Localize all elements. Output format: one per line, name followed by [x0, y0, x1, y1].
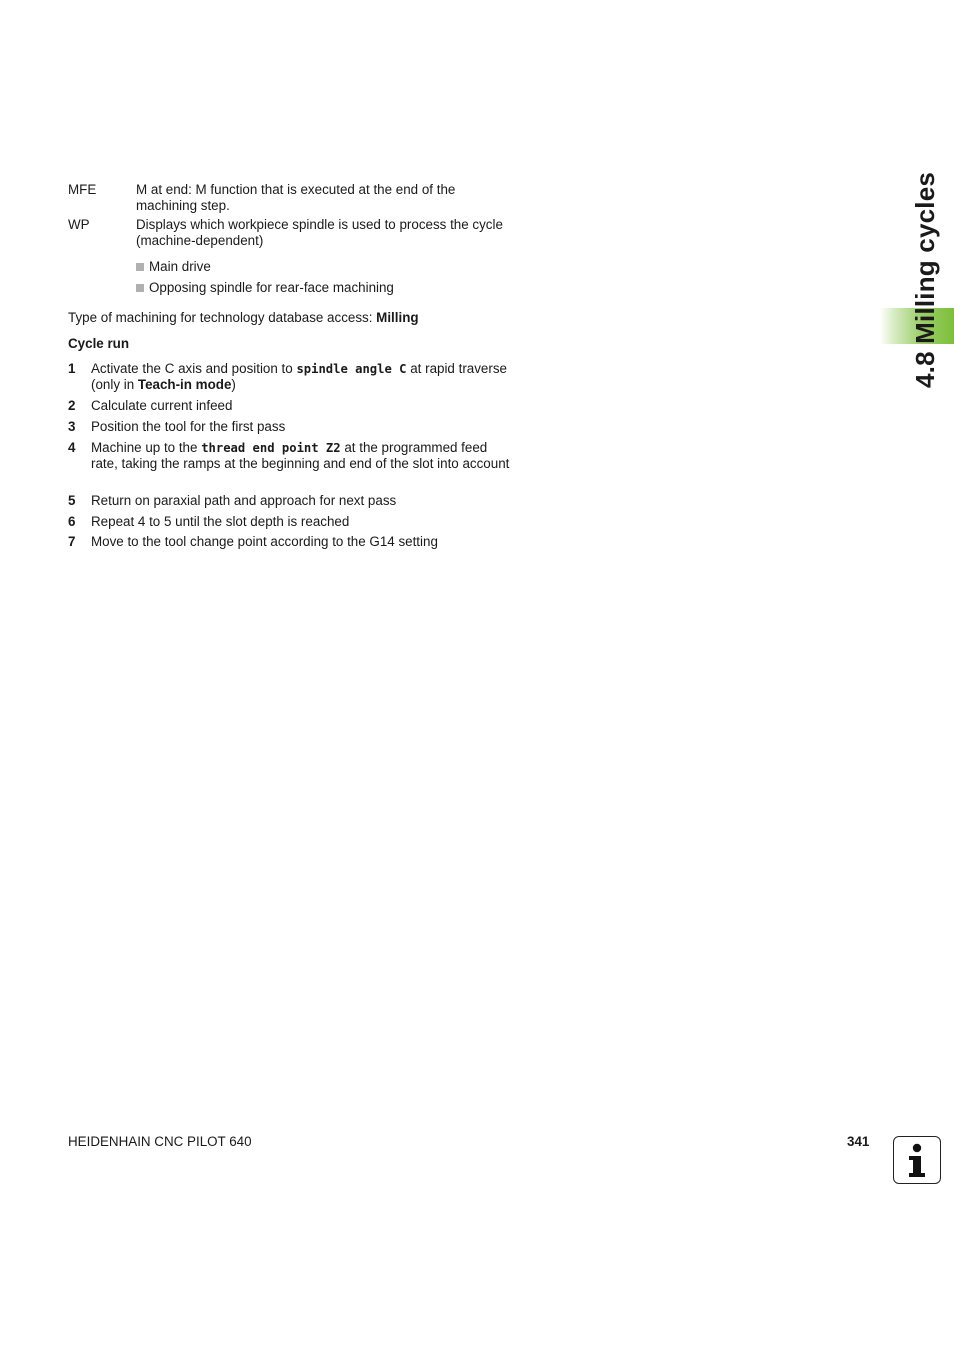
step-number: 6 — [68, 514, 76, 529]
step-number: 1 — [68, 361, 76, 376]
bullet-square-icon — [136, 263, 144, 271]
step-text: Machine up to the thread end point Z2 at the programmed feed rate, taking the ramps at the beginning and end of the slot into account — [91, 440, 510, 471]
chapter-side-title: 4.8 Milling cycles — [910, 171, 940, 388]
info-glyph-icon — [894, 1137, 939, 1182]
param-term-wp: WP — [68, 217, 90, 232]
step-text: Repeat 4 to 5 until the slot depth is reached — [91, 514, 350, 529]
step-number: 4 — [68, 440, 76, 455]
param-desc-mfe: M at end: M function that is executed at the end of the machining step. — [136, 182, 456, 213]
info-icon — [893, 1136, 941, 1184]
page-number: 341 — [847, 1134, 870, 1149]
step-number: 3 — [68, 419, 76, 434]
bullet-square-icon — [136, 284, 144, 292]
param-term-mfe: MFE — [68, 182, 97, 197]
param-desc-wp: Displays which workpiece spindle is used to process the cycle (machine-dependent) — [136, 217, 503, 248]
footer-product-name: HEIDENHAIN CNC PILOT 640 — [68, 1134, 252, 1149]
step-number: 2 — [68, 398, 76, 413]
step-number: 5 — [68, 493, 76, 508]
cycle-run-heading: Cycle run — [68, 336, 130, 351]
step-text: Position the tool for the first pass — [91, 419, 286, 434]
step-text: Activate the C axis and position to spindle angle C at rapid traverse (only in Teach-in mode) — [91, 361, 507, 392]
machining-type: Type of machining for technology database access: Milling — [68, 310, 419, 325]
wp-option-main-drive: Main drive — [136, 259, 211, 275]
step-text: Move to the tool change point according to the G14 setting — [91, 534, 438, 549]
step-text: Return on paraxial path and approach for next pass — [91, 493, 397, 508]
wp-option-opposing-spindle: Opposing spindle for rear-face machining — [136, 280, 394, 296]
step-number: 7 — [68, 534, 76, 549]
step-text: Calculate current infeed — [91, 398, 233, 413]
